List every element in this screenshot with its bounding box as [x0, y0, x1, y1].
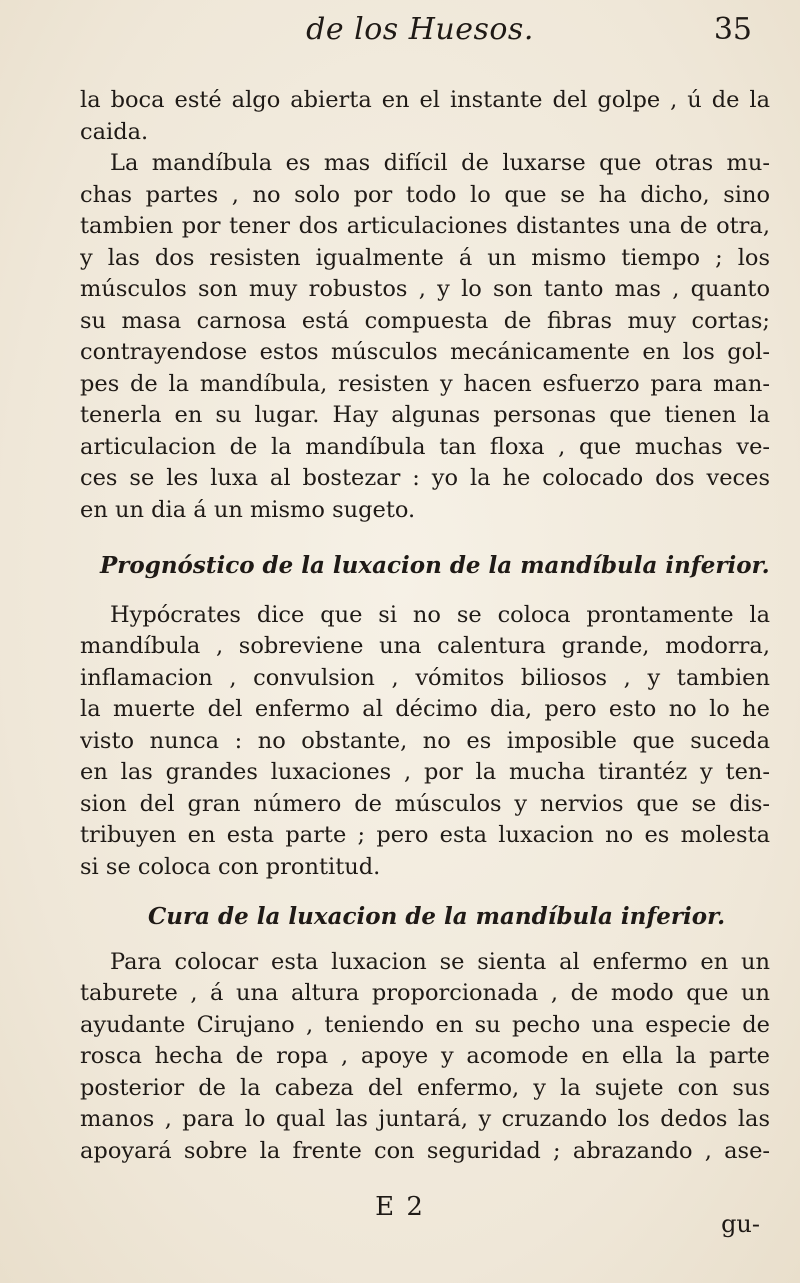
- text-line: en un dia á un mismo sugeto.: [80, 496, 416, 523]
- text-line: Para colocar esta luxacion se sienta al enfermo en un: [110, 948, 770, 975]
- text-line: manos , para lo qual las juntará, y cruzando los dedos las: [80, 1106, 770, 1132]
- text-line: músculos son muy robustos , y lo son tanto mas , quanto: [80, 276, 770, 302]
- page-number: 35: [713, 12, 752, 47]
- text-line: contrayendose estos músculos mecánicamente en los gol-: [80, 339, 770, 365]
- text-line: Hypócrates dice que si no se coloca prontamente la: [110, 601, 770, 628]
- body-text: [80, 85, 770, 1167]
- section-heading-prognostico: Prognóstico de la luxacion de la mandíbula inferior.: [100, 552, 770, 579]
- text-line: caida.: [80, 118, 149, 145]
- paragraph-2: [80, 148, 770, 526]
- text-line: y las dos resisten igualmente á un mismo tiempo ; los: [80, 244, 770, 271]
- text-line: la muerte del enfermo al décimo dia, pero esto no lo he: [80, 696, 770, 722]
- catchword: gu-: [721, 1210, 760, 1238]
- paragraph-4: [80, 947, 770, 1168]
- text-line: tenerla en su lugar. Hay algunas personas que tienen la: [80, 402, 770, 428]
- text-line: rosca hecha de ropa , apoye y acomode en ella la parte: [80, 1043, 770, 1069]
- text-line: inflamacion , convulsion , vómitos biliosos , y tambien: [80, 664, 770, 691]
- text-line: tribuyen en esta parte ; pero esta luxacion no es molesta: [80, 822, 770, 848]
- text-line: chas partes , no solo por todo lo que se ha dicho, sino: [80, 181, 770, 208]
- text-line: ces se les luxa al bostezar : yo la he colocado dos veces: [80, 465, 770, 491]
- text-line: La mandíbula es mas difícil de luxarse que otras mu-: [110, 150, 770, 176]
- text-line: mandíbula , sobreviene una calentura grande, modorra,: [80, 633, 770, 659]
- text-line: taburete , á una altura proporcionada , de modo que un: [80, 980, 770, 1006]
- text-line: visto nunca : no obstante, no es imposible que suceda: [80, 727, 770, 754]
- text-line: si se coloca con prontitud.: [80, 853, 381, 880]
- running-head: [80, 12, 760, 62]
- text-line: articulacion de la mandíbula tan floxa , que muchas ve-: [80, 433, 770, 460]
- text-line: en las grandes luxaciones , por la mucha tirantéz y ten-: [80, 759, 770, 785]
- text-line: apoyará sobre la frente con seguridad ; abrazando , ase-: [80, 1137, 770, 1164]
- text-line: sion del gran número de músculos y nervios que se dis-: [80, 790, 770, 817]
- signature-mark: E 2: [375, 1192, 425, 1222]
- text-line: ayudante Cirujano , teniendo en su pecho una especie de: [80, 1011, 770, 1038]
- paragraph-1: [80, 85, 770, 148]
- section-heading-cura: Cura de la luxacion de la mandíbula inferior.: [148, 903, 726, 930]
- text-line: tambien por tener dos articulaciones distantes una de otra,: [80, 213, 770, 239]
- text-line: la boca esté algo abierta en el instante del golpe , ú de la: [80, 87, 770, 113]
- text-line: su masa carnosa está compuesta de fibras muy cortas;: [80, 307, 770, 334]
- text-line: posterior de la cabeza del enfermo, y la sujete con sus: [80, 1074, 770, 1101]
- text-line: pes de la mandíbula, resisten y hacen esfuerzo para man-: [80, 370, 770, 397]
- paragraph-3: [80, 600, 770, 884]
- running-title: de los Huesos.: [306, 12, 534, 47]
